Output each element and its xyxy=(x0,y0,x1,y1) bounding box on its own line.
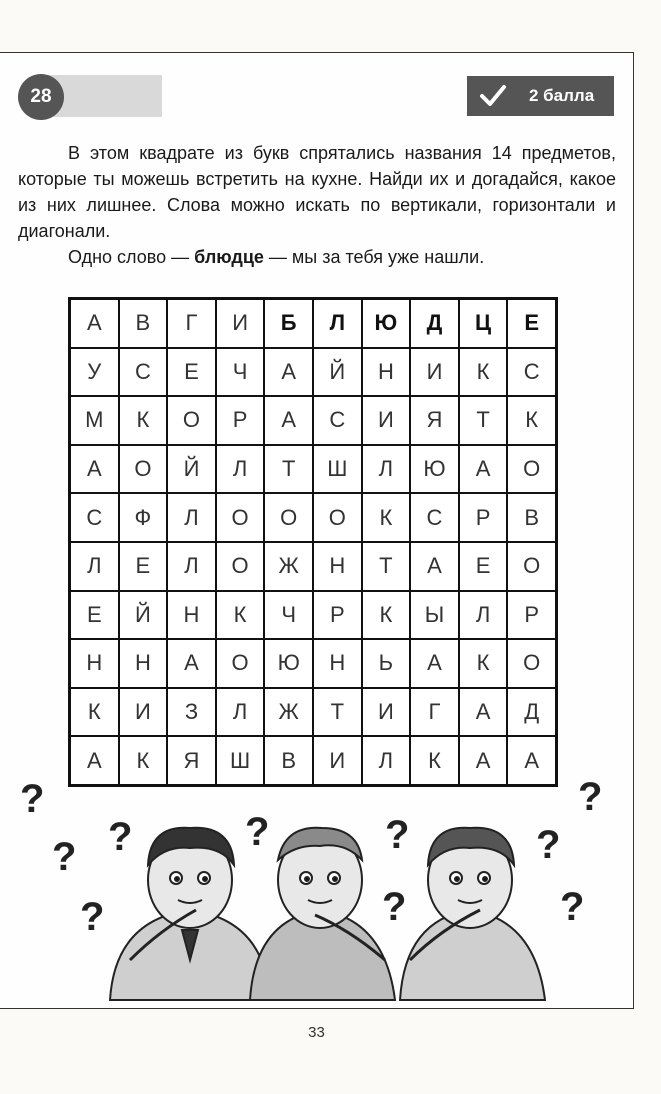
grid-cell[interactable]: Ч xyxy=(263,590,314,641)
grid-cell[interactable]: Н xyxy=(118,638,169,689)
grid-cell[interactable]: Н xyxy=(69,638,120,689)
grid-cell[interactable]: О xyxy=(215,638,266,689)
grid-cell[interactable]: Л xyxy=(166,541,217,592)
grid-cell[interactable]: А xyxy=(69,735,120,786)
page-number: 33 xyxy=(308,1024,325,1041)
grid-cell[interactable]: К xyxy=(118,395,169,446)
question-mark-icon: ? xyxy=(52,835,77,879)
grid-cell[interactable]: К xyxy=(458,347,509,398)
grid-cell[interactable]: К xyxy=(506,395,557,446)
grid-cell[interactable]: А xyxy=(506,735,557,786)
grid-cell[interactable]: Е xyxy=(166,347,217,398)
grid-cell[interactable]: И xyxy=(361,395,412,446)
grid-cell[interactable]: И xyxy=(361,687,412,738)
grid-cell[interactable]: К xyxy=(458,638,509,689)
grid-cell[interactable]: Ш xyxy=(312,444,363,495)
grid-cell[interactable]: Д xyxy=(409,298,460,349)
instructions-paragraph-2 xyxy=(18,244,616,270)
grid-cell[interactable]: С xyxy=(506,347,557,398)
grid-cell[interactable]: Г xyxy=(166,298,217,349)
grid-cell[interactable]: Я xyxy=(409,395,460,446)
grid-cell[interactable]: В xyxy=(506,492,557,543)
question-mark-icon: ? xyxy=(80,895,105,939)
question-mark-icon: ? xyxy=(536,823,561,867)
grid-cell[interactable]: Т xyxy=(263,444,314,495)
grid-cell[interactable]: Я xyxy=(166,735,217,786)
grid-cell[interactable]: Ю xyxy=(263,638,314,689)
instructions-paragraph-1: В этом квадрате из букв спрятались названия 14 предметов, которые ты можешь встретить на кухне. Найди их и догадайся, какое из них лишнее. Слова можно искать по вертикали, горизонтали и диагонали. xyxy=(18,143,616,241)
grid-cell[interactable]: О xyxy=(506,638,557,689)
question-mark-icon: ? xyxy=(108,815,133,859)
grid-cell[interactable]: О xyxy=(263,492,314,543)
grid-cell[interactable]: К xyxy=(409,735,460,786)
hint-start: Одно слово — xyxy=(68,247,195,267)
grid-cell[interactable]: А xyxy=(458,444,509,495)
grid-cell[interactable]: З xyxy=(166,687,217,738)
check-icon xyxy=(479,84,507,108)
hint-bold-word: блюдце xyxy=(194,247,264,267)
grid-cell[interactable]: М xyxy=(69,395,120,446)
question-mark-icon: ? xyxy=(20,777,45,821)
grid-cell[interactable]: Т xyxy=(312,687,363,738)
grid-cell[interactable]: К xyxy=(69,687,120,738)
grid-cell[interactable]: К xyxy=(118,735,169,786)
grid-cell[interactable]: С xyxy=(312,395,363,446)
grid-cell[interactable]: И xyxy=(312,735,363,786)
grid-cell[interactable]: Ю xyxy=(409,444,460,495)
grid-cell[interactable]: С xyxy=(409,492,460,543)
grid-cell[interactable]: К xyxy=(361,492,412,543)
grid-cell[interactable]: И xyxy=(215,298,266,349)
grid-cell[interactable]: А xyxy=(458,687,509,738)
grid-cell[interactable]: Л xyxy=(215,444,266,495)
grid-cell[interactable]: Е xyxy=(69,590,120,641)
grid-cell[interactable]: О xyxy=(506,541,557,592)
score-badge xyxy=(467,76,614,116)
grid-cell[interactable]: Л xyxy=(166,492,217,543)
grid-cell[interactable]: Н xyxy=(361,347,412,398)
grid-cell[interactable]: О xyxy=(506,444,557,495)
grid-cell[interactable]: Н xyxy=(312,541,363,592)
grid-cell[interactable]: Е xyxy=(458,541,509,592)
grid-cell[interactable]: Р xyxy=(312,590,363,641)
grid-cell[interactable]: Л xyxy=(361,735,412,786)
grid-cell[interactable]: И xyxy=(118,687,169,738)
grid-cell[interactable]: О xyxy=(215,541,266,592)
grid-cell[interactable]: В xyxy=(118,298,169,349)
score-label: 2 балла xyxy=(529,86,595,105)
grid-cell[interactable]: А xyxy=(409,638,460,689)
grid-cell[interactable]: Ы xyxy=(409,590,460,641)
grid-cell[interactable]: Н xyxy=(312,638,363,689)
grid-cell[interactable]: Л xyxy=(458,590,509,641)
grid-cell[interactable]: И xyxy=(409,347,460,398)
question-mark-icon: ? xyxy=(382,885,407,929)
grid-cell[interactable]: Л xyxy=(312,298,363,349)
grid-cell[interactable]: Р xyxy=(458,492,509,543)
hint-end: — мы за тебя уже нашли. xyxy=(263,247,485,267)
grid-cell[interactable]: О xyxy=(312,492,363,543)
instructions xyxy=(18,140,616,270)
letter-grid xyxy=(68,297,558,787)
grid-cell[interactable]: А xyxy=(263,347,314,398)
grid-cell[interactable]: А xyxy=(166,638,217,689)
grid-cell[interactable]: Н xyxy=(166,590,217,641)
grid-cell[interactable]: Т xyxy=(361,541,412,592)
grid-cell[interactable]: К xyxy=(361,590,412,641)
grid-cell[interactable]: Л xyxy=(361,444,412,495)
question-mark-icon: ? xyxy=(385,813,410,857)
grid-cell[interactable]: Л xyxy=(69,541,120,592)
grid-cell[interactable]: Е xyxy=(118,541,169,592)
grid-cell[interactable]: А xyxy=(263,395,314,446)
grid-cell[interactable]: А xyxy=(409,541,460,592)
grid-cell[interactable]: К xyxy=(215,590,266,641)
thinking-boys-illustration xyxy=(0,770,633,1005)
grid-cell[interactable]: Д xyxy=(506,687,557,738)
letter-grid-cells xyxy=(70,299,556,785)
grid-cell[interactable]: Й xyxy=(166,444,217,495)
grid-cell[interactable]: Ь xyxy=(361,638,412,689)
boy-2-icon xyxy=(250,828,395,1000)
grid-cell[interactable]: Е xyxy=(506,298,557,349)
grid-cell[interactable]: Р xyxy=(215,395,266,446)
grid-cell[interactable]: Ш xyxy=(215,735,266,786)
grid-cell[interactable]: Й xyxy=(118,590,169,641)
grid-cell[interactable]: Ю xyxy=(361,298,412,349)
question-mark-icon: ? xyxy=(245,810,270,854)
grid-cell[interactable]: С xyxy=(118,347,169,398)
grid-cell[interactable]: В xyxy=(263,735,314,786)
grid-cell[interactable]: Т xyxy=(458,395,509,446)
grid-cell[interactable]: А xyxy=(69,444,120,495)
grid-cell[interactable]: О xyxy=(118,444,169,495)
grid-cell[interactable]: А xyxy=(69,298,120,349)
grid-cell[interactable]: Г xyxy=(409,687,460,738)
grid-cell[interactable]: Р xyxy=(506,590,557,641)
grid-cell[interactable]: Л xyxy=(215,687,266,738)
grid-cell[interactable]: У xyxy=(69,347,120,398)
question-mark-icon: ? xyxy=(560,885,585,929)
grid-cell[interactable]: О xyxy=(166,395,217,446)
question-mark-icon: ? xyxy=(578,775,603,819)
grid-cell[interactable]: Ж xyxy=(263,687,314,738)
boy-3-icon xyxy=(400,828,545,1000)
grid-cell[interactable]: О xyxy=(215,492,266,543)
grid-cell[interactable]: Ж xyxy=(263,541,314,592)
grid-cell[interactable]: Ц xyxy=(458,298,509,349)
grid-cell[interactable]: А xyxy=(458,735,509,786)
task-number-badge: 28 xyxy=(18,74,64,120)
grid-cell[interactable]: Ф xyxy=(118,492,169,543)
grid-cell[interactable]: Й xyxy=(312,347,363,398)
grid-cell[interactable]: Ч xyxy=(215,347,266,398)
grid-cell[interactable]: С xyxy=(69,492,120,543)
grid-cell[interactable]: Б xyxy=(263,298,314,349)
